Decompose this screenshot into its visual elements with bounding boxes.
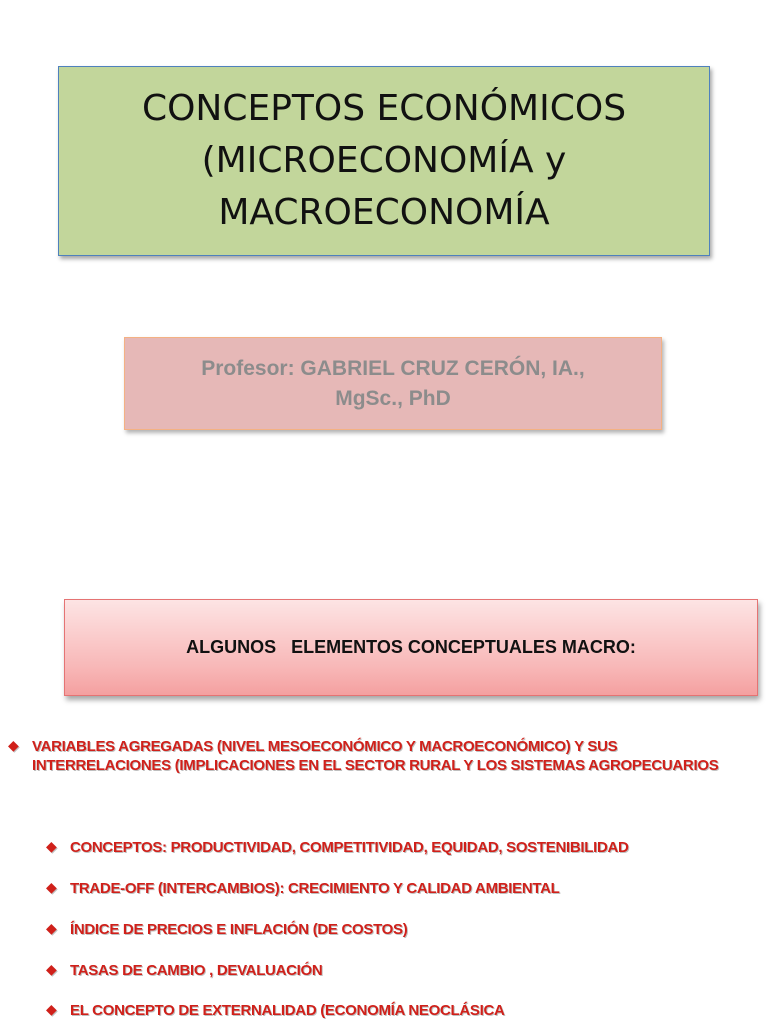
bullet-text: TASAS DE CAMBIO , DEVALUACIÓN [70, 962, 323, 979]
bullet-text: CONCEPTOS: PRODUCTIVIDAD, COMPETITIVIDAD, EQUIDAD, SOSTENIBILIDAD [70, 839, 629, 856]
title-box [58, 66, 710, 256]
bullet-text: EL CONCEPTO DE EXTERNALIDAD (ECONOMÍA NEOCLÁSICA [70, 1002, 505, 1019]
diamond-icon: ◆ [46, 879, 57, 895]
bullet-sub [46, 838, 766, 857]
slide-title: CONCEPTOS ECONÓMICOS (MICROECONOMÍA y MACROECONOMÍA [141, 88, 627, 233]
bullet-text: ÍNDICE DE PRECIOS E INFLACIÓN (DE COSTOS) [70, 921, 408, 938]
professor-box [124, 337, 662, 430]
bullet-sub [46, 879, 766, 898]
diamond-icon: ◆ [46, 920, 57, 936]
section-header: ALGUNOS ELEMENTOS CONCEPTUALES MACRO: [186, 637, 636, 657]
diamond-icon: ◆ [46, 961, 57, 977]
bullet-sub [46, 961, 766, 980]
bullet-text: TRADE-OFF (INTERCAMBIOS): CRECIMIENTO Y CALIDAD AMBIENTAL [70, 880, 560, 897]
professor-name: Profesor: GABRIEL CRUZ CERÓN, IA., MgSc., PhD [201, 356, 585, 410]
diamond-icon: ◆ [46, 838, 57, 854]
bullet-text: VARIABLES AGREGADAS (NIVEL MESOECONÓMICO Y MACROECONÓMICO) Y SUS INTERRELACIONES (IMPLICACIONES EN EL SECTOR RURAL Y LOS SISTEMAS AGROPECUARIOS [32, 738, 719, 774]
bullet-sub [46, 920, 766, 939]
diamond-icon: ◆ [46, 1001, 57, 1017]
bullet-sub [46, 1001, 766, 1020]
section-header-box [64, 599, 758, 696]
bullet-main [8, 737, 758, 775]
diamond-icon: ◆ [8, 737, 19, 753]
